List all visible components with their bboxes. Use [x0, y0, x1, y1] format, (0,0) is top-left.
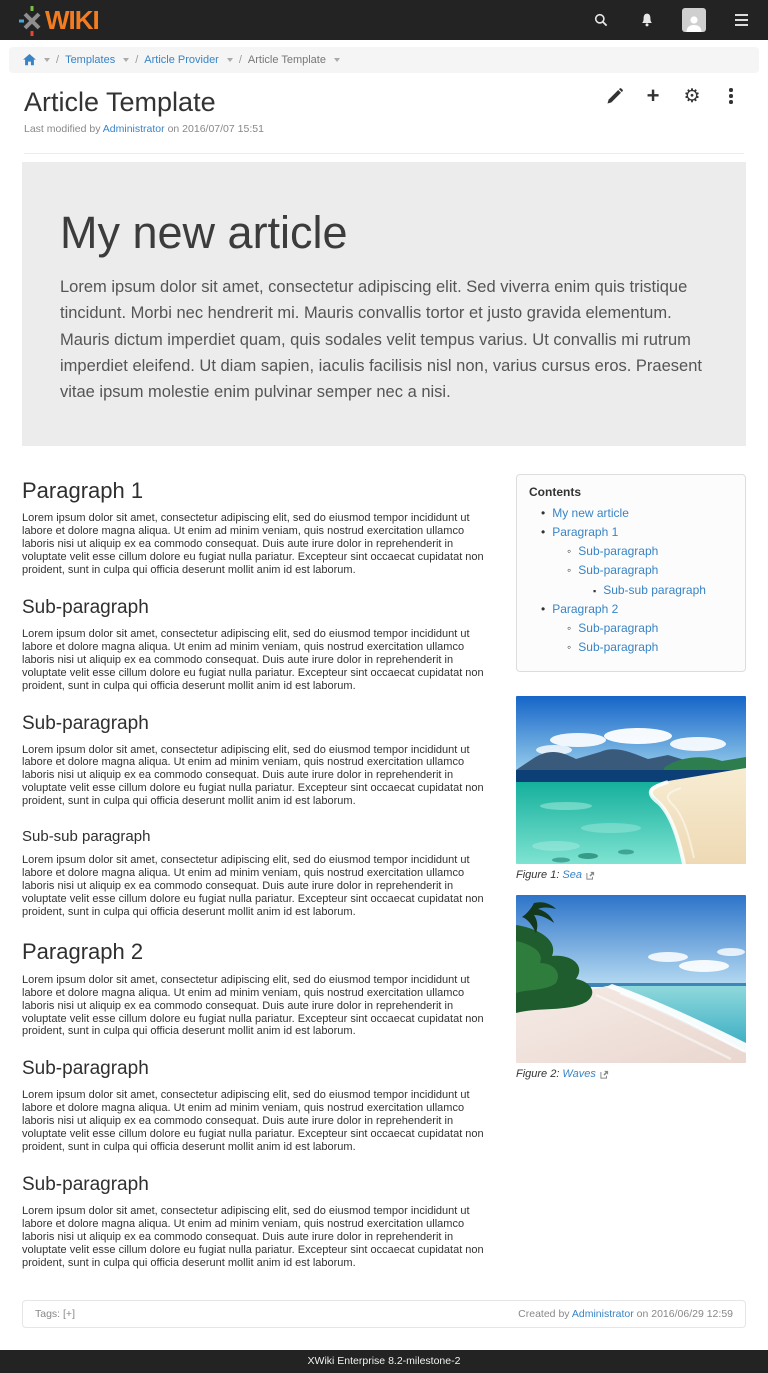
external-link-icon	[586, 871, 595, 880]
bullet-icon	[541, 523, 545, 542]
toc-item	[529, 504, 733, 523]
user-avatar[interactable]	[682, 8, 706, 32]
breadcrumb-separator: /	[238, 54, 242, 66]
section-heading: Sub-sub paragraph	[22, 828, 151, 846]
toc-item	[529, 600, 733, 619]
created-author-link[interactable]: Administrator	[571, 1307, 634, 1320]
section-heading: Sub-paragraph	[22, 712, 149, 734]
modified-suffix: on 2016/07/07 15:51	[164, 123, 264, 136]
section-heading: Paragraph 2	[22, 939, 144, 965]
sea-photo[interactable]	[516, 696, 746, 864]
settings-gear-icon[interactable]: ⚙	[683, 85, 701, 107]
section-text: Lorem ipsum dolor sit amet, consectetur adipiscing elit, sed do eiusmod tempor incididunt ut labore et dolore magna aliqua. Ut enim ad minim veniam, quis nostrud exercitation ullamco laboris nisi ut aliquip ex ea commodo consequat. Duis aute irure dolor in reprehenderit in voluptate velit esse cillum dolore eu fugiat nulla pariatur. Excepteur sint occaecat cupidatat non proident, sunt in culpa qui officia deserunt mollit anim id est laborum.	[22, 512, 484, 577]
section-heading: Paragraph 1	[22, 477, 144, 503]
toc-link[interactable]: Sub-paragraph	[578, 620, 659, 635]
breadcrumb-item-templates[interactable]: Templates	[65, 54, 116, 66]
toc-link[interactable]: Paragraph 2	[552, 601, 619, 616]
home-icon[interactable]	[23, 54, 36, 66]
page-title: Article Template	[24, 87, 216, 117]
toc-item	[529, 523, 733, 542]
section-text: Lorem ipsum dolor sit amet, consectetur adipiscing elit, sed do eiusmod tempor incididunt ut labore et dolore magna aliqua. Ut enim ad minim veniam, quis nostrud exercitation ullamco laboris nisi ut aliquip ex ea commodo consequat. Duis aute irure dolor in reprehenderit in voluptate velit esse cillum dolore eu fugiat nulla pariatur. Excepteur sint occaecat cupidatat non proident, sunt in culpa qui officia deserunt mollit anim id est laborum.	[22, 1204, 484, 1269]
section-sub-paragraph	[22, 1058, 498, 1154]
modified-author-link[interactable]: Administrator	[102, 123, 165, 136]
document-header	[0, 73, 768, 135]
toc-item	[529, 638, 733, 657]
modified-prefix: Last modified by	[24, 123, 103, 136]
waves-photo[interactable]	[516, 895, 746, 1063]
breadcrumb-item-article-provider[interactable]: Article Provider	[144, 54, 219, 66]
created-suffix: on 2016/06/29 12:59	[633, 1307, 733, 1320]
created-line	[518, 1308, 733, 1320]
create-plus-icon[interactable]: +	[646, 83, 660, 108]
search-icon[interactable]	[590, 9, 612, 31]
section-text: Lorem ipsum dolor sit amet, consectetur adipiscing elit, sed do eiusmod tempor incididunt ut labore et dolore magna aliqua. Ut enim ad minim veniam, quis nostrud exercitation ullamco laboris nisi ut aliquip ex ea commodo consequat. Duis aute irure dolor in reprehenderit in voluptate velit esse cillum dolore eu fugiat nulla pariatur. Excepteur sint occaecat cupidatat non proident, sunt in culpa qui officia deserunt mollit anim id est laborum.	[22, 627, 484, 692]
add-tag-button[interactable]: [+]	[63, 1307, 75, 1320]
toc-link[interactable]: My new article	[552, 505, 629, 520]
toc-link[interactable]: Sub-sub paragraph	[603, 582, 706, 597]
page-footer	[0, 1350, 768, 1373]
section-sub-paragraph	[22, 1174, 498, 1270]
article-lead-text: Lorem ipsum dolor sit amet, consectetur adipiscing elit. Sed viverra enim quis tristique tincidunt. Morbi nec hendrerit mi. Mauris convallis tortor et justo gravida elementum. Mauris dictum imperdiet quam, quis sodales velit tempus varius. Ut convallis mi rutrum imperdiet eleifend. Ut diam sapien, iaculis facilisis nisl non, varius cursus eros. Praesent vitae ipsum molestie enim pulvinar semper nec a nisi.	[60, 277, 702, 402]
figure-1-caption	[516, 869, 746, 881]
last-modified-line	[24, 123, 744, 135]
toc-title: Contents	[529, 484, 581, 499]
table-of-contents	[516, 474, 746, 673]
caption-prefix: Figure 2:	[516, 1068, 560, 1081]
breadcrumb-separator: /	[56, 54, 60, 66]
article-provider-menu-caret[interactable]	[227, 58, 233, 62]
toc-item	[529, 561, 733, 580]
home-menu-caret[interactable]	[44, 58, 50, 62]
created-prefix: Created by	[518, 1307, 572, 1320]
toc-link[interactable]: Paragraph 1	[552, 525, 619, 540]
toc-item	[529, 619, 733, 638]
caption-prefix: Figure 1:	[516, 869, 560, 882]
sidebar	[516, 474, 746, 1081]
drawer-menu-icon[interactable]	[730, 9, 752, 31]
breadcrumb-separator: /	[135, 54, 139, 66]
section-sub-sub-paragraph	[22, 828, 498, 919]
notifications-bell-icon[interactable]	[636, 9, 658, 31]
section-paragraph-1	[22, 478, 498, 577]
toc-item	[529, 542, 733, 561]
article-body	[22, 474, 498, 1274]
bullet-icon	[567, 619, 571, 638]
bullet-icon	[593, 581, 596, 600]
document-info-bar	[22, 1300, 746, 1328]
document-actions	[603, 85, 742, 107]
figure-2-caption	[516, 1068, 746, 1080]
xwiki-version-text: XWiki Enterprise 8.2-milestone-2	[307, 1354, 461, 1367]
figure-1-link[interactable]: Sea	[562, 869, 582, 882]
section-heading: Sub-paragraph	[22, 597, 149, 619]
bullet-icon	[567, 561, 571, 580]
breadcrumb-item-article-template: Article Template	[247, 54, 326, 66]
figure-2	[516, 895, 746, 1080]
top-navbar	[0, 0, 768, 40]
section-heading: Sub-paragraph	[22, 1058, 149, 1080]
toc-link[interactable]: Sub-paragraph	[578, 563, 659, 578]
bullet-icon	[567, 542, 571, 561]
templates-menu-caret[interactable]	[123, 58, 129, 62]
more-actions-kebab-icon[interactable]	[720, 85, 742, 107]
tags-area	[35, 1308, 75, 1320]
section-text: Lorem ipsum dolor sit amet, consectetur adipiscing elit, sed do eiusmod tempor incididunt ut labore et dolore magna aliqua. Ut enim ad minim veniam, quis nostrud exercitation ullamco laboris nisi ut aliquip ex ea commodo consequat. Duis aute irure dolor in reprehenderit in voluptate velit esse cillum dolore eu fugiat nulla pariatur. Excepteur sint occaecat cupidatat non proident, sunt in culpa qui officia deserunt mollit anim id est laborum.	[22, 973, 484, 1038]
article-title: My new article	[60, 207, 348, 259]
article-template-menu-caret[interactable]	[334, 58, 340, 62]
edit-pencil-icon[interactable]	[603, 85, 625, 107]
main-content-row	[22, 474, 746, 1274]
xwiki-x-icon	[16, 4, 48, 36]
section-heading: Sub-paragraph	[22, 1174, 149, 1196]
tags-label: Tags:	[35, 1307, 64, 1320]
toc-item	[529, 581, 733, 600]
navbar-actions	[590, 8, 752, 32]
external-link-icon	[600, 1070, 609, 1079]
header-divider	[24, 153, 744, 154]
toc-link[interactable]: Sub-paragraph	[578, 640, 659, 655]
breadcrumb	[9, 47, 759, 73]
section-text: Lorem ipsum dolor sit amet, consectetur adipiscing elit, sed do eiusmod tempor incididunt ut labore et dolore magna aliqua. Ut enim ad minim veniam, quis nostrud exercitation ullamco laboris nisi ut aliquip ex ea commodo consequat. Duis aute irure dolor in reprehenderit in voluptate velit esse cillum dolore eu fugiat nulla pariatur. Excepteur sint occaecat cupidatat non proident, sunt in culpa qui officia deserunt mollit anim id est laborum.	[22, 1089, 484, 1154]
section-paragraph-2	[22, 939, 498, 1038]
section-sub-paragraph	[22, 713, 498, 809]
section-sub-paragraph	[22, 597, 498, 693]
bullet-icon	[541, 504, 545, 523]
section-text: Lorem ipsum dolor sit amet, consectetur adipiscing elit, sed do eiusmod tempor incididunt ut labore et dolore magna aliqua. Ut enim ad minim veniam, quis nostrud exercitation ullamco laboris nisi ut aliquip ex ea commodo consequat. Duis aute irure dolor in reprehenderit in voluptate velit esse cillum dolore eu fugiat nulla pariatur. Excepteur sint occaecat cupidatat non proident, sunt in culpa qui officia deserunt mollit anim id est laborum.	[22, 854, 484, 919]
section-text: Lorem ipsum dolor sit amet, consectetur adipiscing elit, sed do eiusmod tempor incididunt ut labore et dolore magna aliqua. Ut enim ad minim veniam, quis nostrud exercitation ullamco laboris nisi ut aliquip ex ea commodo consequat. Duis aute irure dolor in reprehenderit in voluptate velit esse cillum dolore eu fugiat nulla pariatur. Excepteur sint occaecat cupidatat non proident, sunt in culpa qui officia deserunt mollit anim id est laborum.	[22, 743, 484, 808]
article-lead-panel	[22, 162, 746, 445]
figure-2-link[interactable]: Waves	[562, 1068, 596, 1081]
xwiki-logo[interactable]	[16, 4, 99, 36]
bullet-icon	[541, 600, 545, 619]
logo-wiki-text: WIKI	[45, 5, 99, 35]
figure-1	[516, 696, 746, 881]
toc-link[interactable]: Sub-paragraph	[578, 544, 659, 559]
bullet-icon	[567, 638, 571, 657]
